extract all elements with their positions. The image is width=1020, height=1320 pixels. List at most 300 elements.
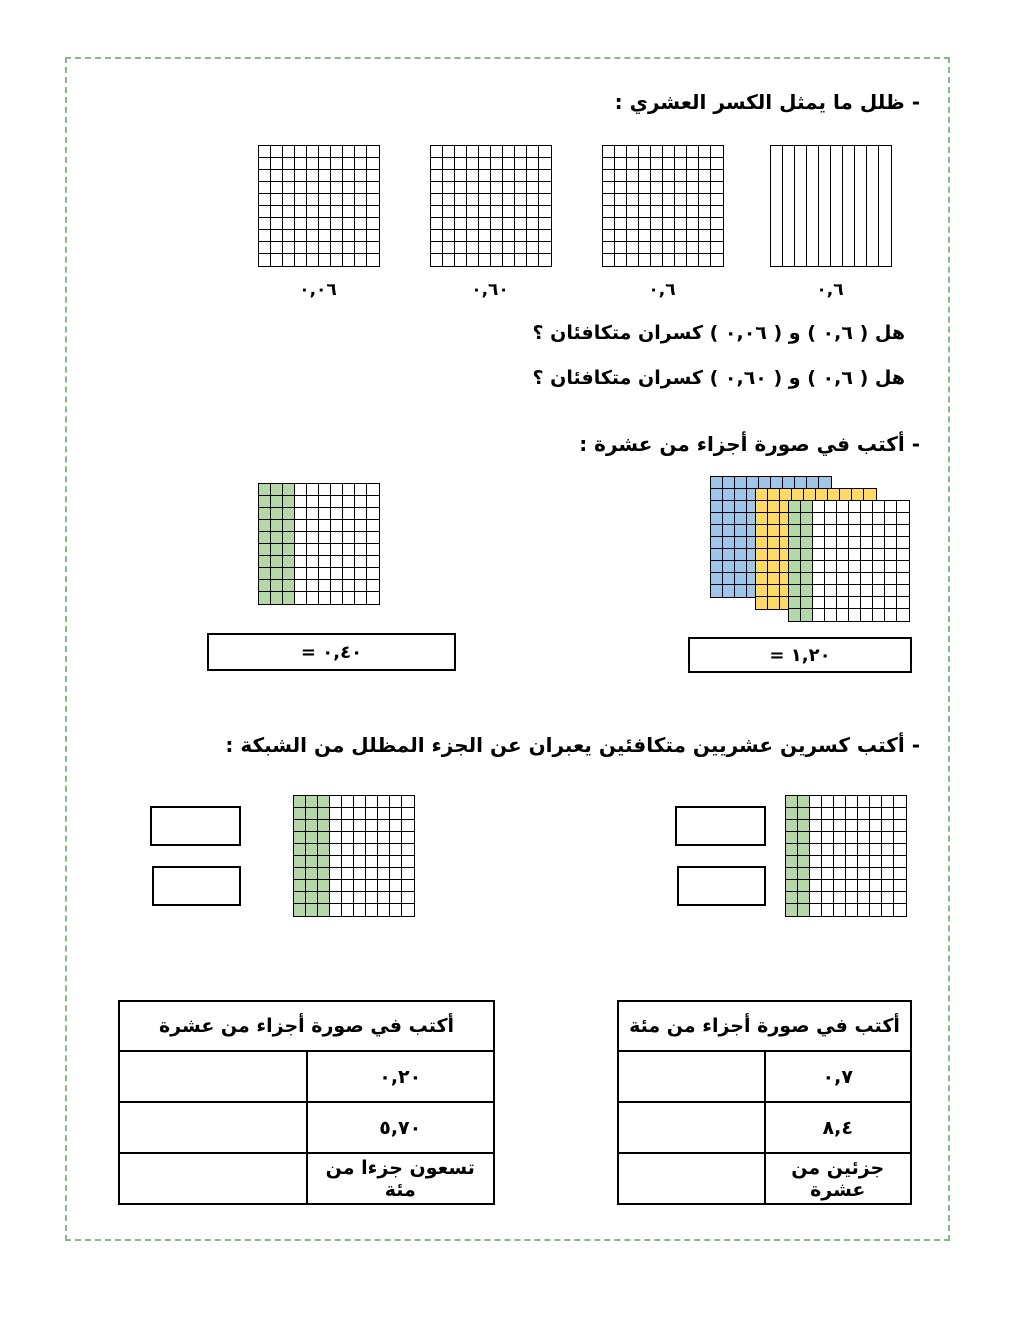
grid-cell xyxy=(294,796,306,808)
grid-cell xyxy=(355,484,367,496)
grid-cell xyxy=(318,880,330,892)
grid-cell xyxy=(870,880,882,892)
grid-cell xyxy=(873,501,885,513)
grid-cell xyxy=(825,537,837,549)
grid-cell xyxy=(295,158,307,170)
grid-cell xyxy=(515,242,527,254)
grid-cell xyxy=(390,892,402,904)
grid-cell xyxy=(798,856,810,868)
grid-cell xyxy=(789,585,801,597)
grid-cell xyxy=(342,796,354,808)
grid-cell xyxy=(367,194,379,206)
grid-cell xyxy=(885,525,897,537)
grid-cell xyxy=(786,856,798,868)
grid-cell xyxy=(539,146,551,158)
grid-cell xyxy=(443,206,455,218)
grid-cell xyxy=(882,880,894,892)
grid-cell xyxy=(390,880,402,892)
grid-cell xyxy=(801,561,813,573)
grid-cell xyxy=(798,844,810,856)
grid-cell xyxy=(723,561,735,573)
grid-cell xyxy=(330,796,342,808)
grid-cell xyxy=(858,808,870,820)
grid-cell xyxy=(870,868,882,880)
hundredths-grid-2 xyxy=(430,145,552,267)
grid-cell xyxy=(431,158,443,170)
overlap-grid-front xyxy=(788,500,910,622)
shaded-grid-right xyxy=(785,795,907,917)
grid-cell xyxy=(307,544,319,556)
grid-cell xyxy=(355,544,367,556)
grid-cell xyxy=(295,230,307,242)
grid-cell xyxy=(367,206,379,218)
grid-cell xyxy=(283,206,295,218)
grid-cell xyxy=(306,808,318,820)
grid-cell xyxy=(756,525,768,537)
grid-cell xyxy=(858,880,870,892)
question-1: هل ( ٠,٦ ) و ( ٠,٠٦ ) كسران متكافئان ؟ xyxy=(532,322,905,344)
tenths-table xyxy=(118,1000,495,1205)
grid-cell xyxy=(846,904,858,916)
grid-cell xyxy=(515,170,527,182)
grid-cell xyxy=(367,158,379,170)
grid-cell xyxy=(795,146,807,266)
grid-cell xyxy=(735,561,747,573)
grid-cell xyxy=(603,146,615,158)
tenths-columns-grid xyxy=(770,145,892,267)
grid-cell xyxy=(663,194,675,206)
grid-cell xyxy=(378,832,390,844)
grid-cell xyxy=(503,254,515,266)
grid-cell xyxy=(331,508,343,520)
grid-cell xyxy=(873,597,885,609)
grid-cell xyxy=(855,146,867,266)
grid-cell xyxy=(822,832,834,844)
grid-cell xyxy=(443,218,455,230)
grid-cell xyxy=(342,856,354,868)
grid-cell xyxy=(527,170,539,182)
grid-cell xyxy=(870,892,882,904)
grid-cell xyxy=(259,206,271,218)
grid-cell xyxy=(723,489,735,501)
grid-cell xyxy=(873,573,885,585)
grid-cell xyxy=(603,218,615,230)
grid-cell xyxy=(467,158,479,170)
grid-cell xyxy=(897,609,909,621)
grid-cell xyxy=(479,254,491,266)
grid-cell xyxy=(402,796,414,808)
tenths-answer-cell-2 xyxy=(119,1102,307,1153)
grid-cell xyxy=(813,501,825,513)
grid-cell xyxy=(307,484,319,496)
grid-cell xyxy=(756,597,768,609)
grid-cell xyxy=(331,254,343,266)
grid-cell xyxy=(366,808,378,820)
grid-cell xyxy=(834,844,846,856)
grid-cell xyxy=(858,868,870,880)
grid-cell xyxy=(330,892,342,904)
grid-cell xyxy=(295,206,307,218)
answer-blank-right-1 xyxy=(675,806,766,846)
grid-cell xyxy=(343,242,355,254)
grid-cell xyxy=(527,206,539,218)
grid-cell xyxy=(687,182,699,194)
tenths-value-cell-3: تسعون جزءا من مئة xyxy=(307,1153,495,1204)
grid-cell xyxy=(527,158,539,170)
grid-cell xyxy=(786,904,798,916)
grid-cell xyxy=(867,146,879,266)
grid-cell xyxy=(367,496,379,508)
grid-cell xyxy=(306,904,318,916)
grid-cell xyxy=(342,832,354,844)
grid-cell xyxy=(354,796,366,808)
grid-cell xyxy=(271,194,283,206)
grid-cell xyxy=(822,868,834,880)
grid-cell xyxy=(271,520,283,532)
grid-cell xyxy=(798,892,810,904)
grid-cell xyxy=(756,501,768,513)
grid-cell xyxy=(858,832,870,844)
answer-box-040: = ٠,٤٠ xyxy=(207,633,456,671)
grid-cell xyxy=(894,844,906,856)
grid-cell xyxy=(331,520,343,532)
grid-cell xyxy=(843,146,855,266)
grid-cell xyxy=(786,880,798,892)
grid-cell xyxy=(768,525,780,537)
grid-label-4: ٠,٦ xyxy=(816,280,844,300)
grid-cell xyxy=(603,206,615,218)
grid-cell xyxy=(295,146,307,158)
grid-cell xyxy=(367,580,379,592)
grid-cell xyxy=(259,158,271,170)
grid-cell xyxy=(651,230,663,242)
grid-cell xyxy=(870,904,882,916)
grid-cell xyxy=(343,206,355,218)
grid-cell xyxy=(885,597,897,609)
grid-cell xyxy=(837,609,849,621)
grid-cell xyxy=(858,904,870,916)
grid-cell xyxy=(663,230,675,242)
grid-cell xyxy=(342,904,354,916)
grid-cell xyxy=(870,856,882,868)
grid-cell xyxy=(367,170,379,182)
grid-cell xyxy=(723,549,735,561)
grid-cell xyxy=(354,844,366,856)
grid-cell xyxy=(271,484,283,496)
grid-cell xyxy=(378,820,390,832)
grid-cell xyxy=(515,230,527,242)
grid-cell xyxy=(259,496,271,508)
grid-cell xyxy=(307,242,319,254)
grid-cell xyxy=(354,904,366,916)
grid-cell xyxy=(343,230,355,242)
grid-cell xyxy=(627,218,639,230)
grid-cell xyxy=(283,556,295,568)
grid-cell xyxy=(271,146,283,158)
grid-cell xyxy=(627,230,639,242)
grid-cell xyxy=(615,182,627,194)
grid-cell xyxy=(515,206,527,218)
grid-cell xyxy=(306,844,318,856)
grid-cell xyxy=(627,146,639,158)
grid-cell xyxy=(319,484,331,496)
grid-cell xyxy=(651,242,663,254)
grid-cell xyxy=(849,549,861,561)
answer-blank-left-2 xyxy=(152,866,241,906)
grid-cell xyxy=(331,532,343,544)
grid-cell xyxy=(307,592,319,604)
grid-cell xyxy=(318,844,330,856)
grid-cell xyxy=(837,573,849,585)
grid-cell xyxy=(307,580,319,592)
grid-cell xyxy=(846,892,858,904)
grid-cell xyxy=(539,170,551,182)
grid-cell xyxy=(271,544,283,556)
grid-cell xyxy=(699,206,711,218)
tenths-answer-cell-3 xyxy=(119,1153,307,1204)
grid-cell xyxy=(651,182,663,194)
grid-cell xyxy=(870,796,882,808)
grid-cell xyxy=(603,158,615,170)
grid-cell xyxy=(306,892,318,904)
grid-cell xyxy=(873,537,885,549)
grid-cell xyxy=(330,880,342,892)
grid-cell xyxy=(390,844,402,856)
grid-cell xyxy=(801,525,813,537)
grid-cell xyxy=(491,158,503,170)
grid-cell xyxy=(402,904,414,916)
grid-cell xyxy=(295,592,307,604)
grid-cell xyxy=(527,230,539,242)
grid-cell xyxy=(813,549,825,561)
grid-cell xyxy=(366,856,378,868)
grid-cell xyxy=(894,880,906,892)
tenths-table-header: أكتب في صورة أجزاء من عشرة xyxy=(119,1001,494,1051)
grid-cell xyxy=(885,573,897,585)
grid-cell xyxy=(259,520,271,532)
grid-cell xyxy=(849,513,861,525)
grid-cell xyxy=(539,218,551,230)
grid-cell xyxy=(527,146,539,158)
grid-cell xyxy=(813,597,825,609)
grid-cell xyxy=(786,844,798,856)
grid-cell xyxy=(711,573,723,585)
grid-cell xyxy=(801,513,813,525)
grid-cell xyxy=(378,796,390,808)
grid-cell xyxy=(885,549,897,561)
grid-cell xyxy=(627,206,639,218)
grid-cell xyxy=(675,218,687,230)
grid-cell xyxy=(491,194,503,206)
grid-cell xyxy=(402,808,414,820)
grid-cell xyxy=(870,844,882,856)
grid-cell xyxy=(801,549,813,561)
grid-cell xyxy=(431,242,443,254)
grid-cell xyxy=(699,230,711,242)
grid-cell xyxy=(687,218,699,230)
grid-cell xyxy=(307,508,319,520)
grid-cell xyxy=(342,844,354,856)
grid-cell xyxy=(355,568,367,580)
grid-cell xyxy=(283,254,295,266)
grid-cell xyxy=(259,568,271,580)
grid-cell xyxy=(885,537,897,549)
grid-cell xyxy=(849,525,861,537)
grid-cell xyxy=(455,194,467,206)
hundredths-value-cell-2: ٨,٤ xyxy=(765,1102,912,1153)
grid-cell xyxy=(675,242,687,254)
grid-cell xyxy=(295,496,307,508)
grid-cell xyxy=(307,194,319,206)
grid-cell xyxy=(711,170,723,182)
grid-cell xyxy=(343,182,355,194)
grid-cell xyxy=(491,170,503,182)
grid-cell xyxy=(723,525,735,537)
grid-cell xyxy=(675,230,687,242)
grid-cell xyxy=(366,796,378,808)
question-2: هل ( ٠,٦ ) و ( ٠,٦٠ ) كسران متكافئان ؟ xyxy=(532,367,905,389)
grid-cell xyxy=(675,146,687,158)
grid-cell xyxy=(367,218,379,230)
grid-cell xyxy=(319,242,331,254)
grid-cell xyxy=(897,585,909,597)
grid-cell xyxy=(539,206,551,218)
grid-cell xyxy=(294,820,306,832)
grid-cell xyxy=(603,242,615,254)
grid-cell xyxy=(858,796,870,808)
grid-cell xyxy=(455,170,467,182)
grid-cell xyxy=(639,254,651,266)
grid-cell xyxy=(897,549,909,561)
grid-cell xyxy=(343,146,355,158)
grid-cell xyxy=(319,194,331,206)
grid-cell xyxy=(378,904,390,916)
grid-cell xyxy=(837,513,849,525)
grid-cell xyxy=(615,242,627,254)
grid-cell xyxy=(663,146,675,158)
grid-cell xyxy=(503,194,515,206)
grid-cell xyxy=(402,844,414,856)
grid-cell xyxy=(858,820,870,832)
grid-cell xyxy=(331,556,343,568)
grid-cell xyxy=(443,146,455,158)
grid-cell xyxy=(627,158,639,170)
grid-cell xyxy=(897,597,909,609)
grid-cell xyxy=(259,218,271,230)
grid-cell xyxy=(822,808,834,820)
grid-cell xyxy=(849,501,861,513)
grid-cell xyxy=(768,537,780,549)
grid-cell xyxy=(294,844,306,856)
grid-cell xyxy=(882,808,894,820)
grid-cell xyxy=(318,892,330,904)
grid-cell xyxy=(861,597,873,609)
grid-cell xyxy=(846,880,858,892)
section2-title: - أكتب في صورة أجزاء من عشرة : xyxy=(579,432,920,456)
grid-cell xyxy=(503,158,515,170)
grid-cell xyxy=(627,194,639,206)
grid-cell xyxy=(861,501,873,513)
grid-cell xyxy=(378,844,390,856)
grid-cell xyxy=(343,254,355,266)
grid-cell xyxy=(271,218,283,230)
grid-cell xyxy=(870,820,882,832)
grid-cell xyxy=(786,796,798,808)
grid-cell xyxy=(479,194,491,206)
grid-cell xyxy=(723,573,735,585)
grid-cell xyxy=(882,796,894,808)
section1-title: - ظلل ما يمثل الكسر العشري : xyxy=(614,90,920,114)
grid-cell xyxy=(639,218,651,230)
grid-cell xyxy=(663,218,675,230)
grid-cell xyxy=(330,820,342,832)
grid-cell xyxy=(768,501,780,513)
grid-cell xyxy=(271,182,283,194)
grid-cell xyxy=(813,525,825,537)
grid-cell xyxy=(837,525,849,537)
grid-cell xyxy=(259,146,271,158)
grid-cell xyxy=(295,194,307,206)
grid-cell xyxy=(873,585,885,597)
grid-cell xyxy=(306,856,318,868)
grid-cell xyxy=(894,868,906,880)
grid-cell xyxy=(306,868,318,880)
grid-cell xyxy=(813,561,825,573)
grid-cell xyxy=(894,832,906,844)
grid-cell xyxy=(443,194,455,206)
grid-cell xyxy=(259,556,271,568)
grid-cell xyxy=(515,194,527,206)
grid-cell xyxy=(319,170,331,182)
grid-cell xyxy=(306,796,318,808)
grid-cell xyxy=(331,580,343,592)
grid-cell xyxy=(846,796,858,808)
grid-cell xyxy=(319,556,331,568)
grid-cell xyxy=(813,513,825,525)
grid-cell xyxy=(491,218,503,230)
grid-cell xyxy=(271,496,283,508)
grid-cell xyxy=(367,484,379,496)
grid-cell xyxy=(307,146,319,158)
grid-cell xyxy=(882,868,894,880)
grid-cell xyxy=(873,549,885,561)
grid-cell xyxy=(355,170,367,182)
grid-cell xyxy=(735,477,747,489)
grid-cell xyxy=(810,844,822,856)
grid-cell xyxy=(330,808,342,820)
grid-cell xyxy=(307,520,319,532)
grid-cell xyxy=(639,146,651,158)
grid-cell xyxy=(331,592,343,604)
grid-cell xyxy=(366,820,378,832)
grid-cell xyxy=(431,230,443,242)
grid-cell xyxy=(849,597,861,609)
grid-cell xyxy=(711,513,723,525)
grid-cell xyxy=(756,549,768,561)
grid-cell xyxy=(355,182,367,194)
grid-cell xyxy=(663,170,675,182)
grid-cell xyxy=(355,532,367,544)
grid-cell xyxy=(810,820,822,832)
grid-cell xyxy=(756,513,768,525)
grid-cell xyxy=(711,194,723,206)
grid-cell xyxy=(306,820,318,832)
tenths-value-cell-2: ٥,٧٠ xyxy=(307,1102,495,1153)
grid-cell xyxy=(390,820,402,832)
grid-cell xyxy=(402,892,414,904)
grid-cell xyxy=(343,194,355,206)
grid-cell xyxy=(771,146,783,266)
